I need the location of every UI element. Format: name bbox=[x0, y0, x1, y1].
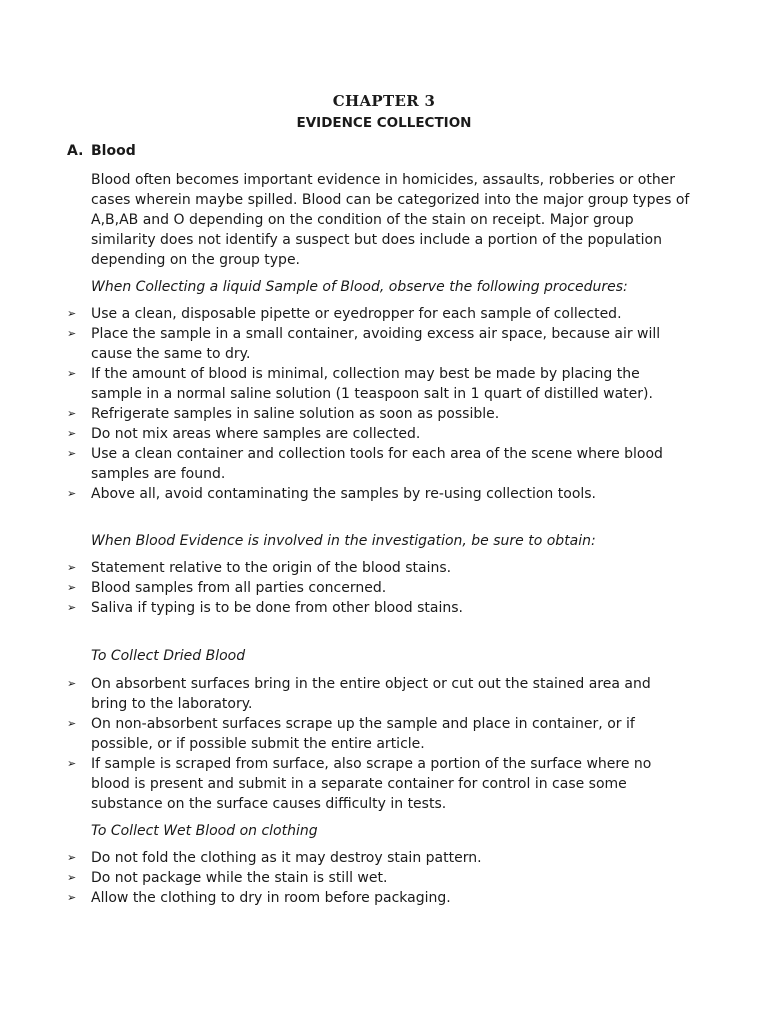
list-item bbox=[67, 324, 687, 364]
arrowhead-bullet-icon: ➢ bbox=[67, 447, 77, 460]
list-item bbox=[67, 598, 687, 618]
list-item bbox=[67, 868, 687, 888]
list-item bbox=[67, 484, 687, 504]
chapter-title: CHAPTER 3 bbox=[332, 92, 436, 110]
arrowhead-bullet-icon: ➢ bbox=[67, 427, 77, 440]
arrowhead-bullet-icon: ➢ bbox=[67, 307, 77, 320]
list-item-text: Place the sample in a small container, avoiding excess air space, because air will cause the same to dry. bbox=[91, 326, 661, 362]
list-item bbox=[67, 674, 687, 714]
arrowhead-bullet-icon: ➢ bbox=[67, 367, 77, 380]
chapter-subtitle: EVIDENCE COLLECTION bbox=[296, 115, 472, 131]
list-item bbox=[67, 848, 687, 868]
list-item-text: Use a clean, disposable pipette or eyedropper for each sample of collected. bbox=[91, 306, 622, 322]
list-item-text: Do not mix areas where samples are collected. bbox=[91, 426, 421, 442]
obtain-list bbox=[67, 558, 687, 618]
list-item-text: Refrigerate samples in saline solution as soon as possible. bbox=[91, 406, 500, 422]
list-item-text: Do not package while the stain is still wet. bbox=[91, 870, 388, 886]
list-item bbox=[67, 754, 687, 814]
liquid-procedure-heading: When Collecting a liquid Sample of Blood, observe the following procedures: bbox=[91, 279, 628, 295]
arrowhead-bullet-icon: ➢ bbox=[67, 891, 77, 904]
list-item-text: If the amount of blood is minimal, collection may best be made by placing the sample in a normal saline solution (1 teaspoon salt in 1 quart of distilled water). bbox=[91, 366, 653, 402]
arrowhead-bullet-icon: ➢ bbox=[67, 327, 77, 340]
obtain-heading: When Blood Evidence is involved in the investigation, be sure to obtain: bbox=[91, 533, 596, 549]
arrowhead-bullet-icon: ➢ bbox=[67, 677, 77, 690]
section-title: Blood bbox=[91, 143, 136, 159]
arrowhead-bullet-icon: ➢ bbox=[67, 851, 77, 864]
list-item-text: Above all, avoid contaminating the samples by re-using collection tools. bbox=[91, 486, 597, 502]
list-item-text: Statement relative to the origin of the blood stains. bbox=[91, 560, 452, 576]
arrowhead-bullet-icon: ➢ bbox=[67, 757, 77, 770]
arrowhead-bullet-icon: ➢ bbox=[67, 581, 77, 594]
list-item-text: On absorbent surfaces bring in the entire object or cut out the stained area and bring to the laboratory. bbox=[91, 676, 651, 712]
list-item-text: Allow the clothing to dry in room before packaging. bbox=[91, 890, 451, 906]
list-item bbox=[67, 304, 687, 324]
list-item-text: Saliva if typing is to be done from other blood stains. bbox=[91, 600, 463, 616]
list-item bbox=[67, 424, 687, 444]
dried-blood-list bbox=[67, 674, 687, 814]
arrowhead-bullet-icon: ➢ bbox=[67, 871, 77, 884]
list-item bbox=[67, 714, 687, 754]
arrowhead-bullet-icon: ➢ bbox=[67, 407, 77, 420]
list-item-text: Blood samples from all parties concerned. bbox=[91, 580, 387, 596]
wet-blood-list bbox=[67, 848, 687, 908]
list-item bbox=[67, 364, 687, 404]
section-letter: A. bbox=[67, 143, 84, 159]
list-item bbox=[67, 578, 687, 598]
arrowhead-bullet-icon: ➢ bbox=[67, 717, 77, 730]
arrowhead-bullet-icon: ➢ bbox=[67, 561, 77, 574]
list-item-text: If sample is scraped from surface, also scrape a portion of the surface where no blood is present and submit in a separate container for control in case some substance on the surface causes difficulty in tests. bbox=[91, 756, 652, 812]
list-item-text: Do not fold the clothing as it may destroy stain pattern. bbox=[91, 850, 482, 866]
list-item bbox=[67, 404, 687, 424]
intro-paragraph: Blood often becomes important evidence in homicides, assaults, robberies or other cases wherein maybe spilled. Blood can be categorized into the major group types of A,B,AB and O depending on the condition of the stain on receipt. Major group similarity does not identify a suspect but does include a portion of the population depending on the group type. bbox=[91, 172, 690, 268]
arrowhead-bullet-icon: ➢ bbox=[67, 487, 77, 500]
section-heading bbox=[67, 143, 136, 159]
arrowhead-bullet-icon: ➢ bbox=[67, 601, 77, 614]
list-item-text: Use a clean container and collection tools for each area of the scene where blood samples are found. bbox=[91, 446, 663, 482]
list-item-text: On non-absorbent surfaces scrape up the sample and place in container, or if possible, or if possible submit the entire article. bbox=[91, 716, 635, 752]
list-item bbox=[67, 888, 687, 908]
dried-blood-heading: To Collect Dried Blood bbox=[91, 648, 246, 664]
liquid-procedure-list bbox=[67, 304, 687, 504]
wet-blood-heading: To Collect Wet Blood on clothing bbox=[91, 823, 318, 839]
list-item bbox=[67, 444, 687, 484]
list-item bbox=[67, 558, 687, 578]
